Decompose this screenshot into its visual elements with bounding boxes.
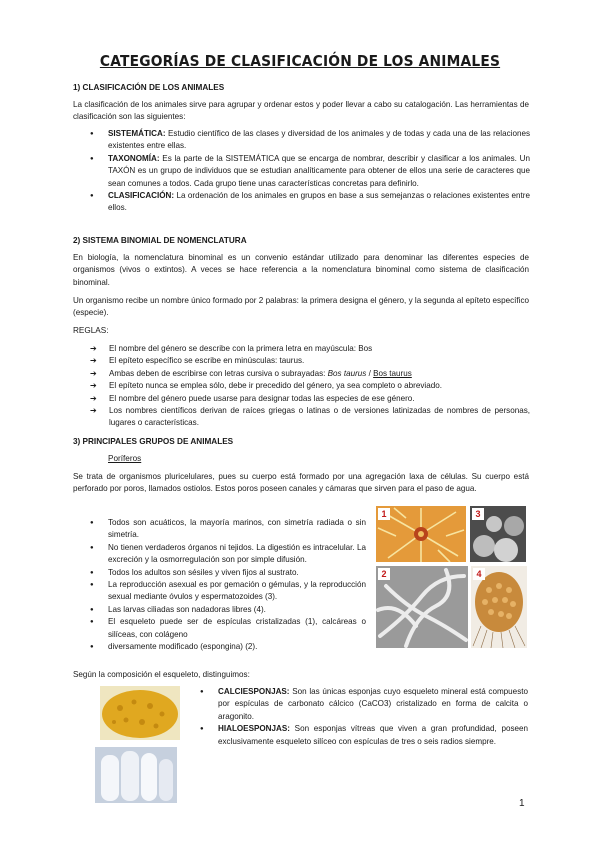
figure-label-3: 3: [472, 508, 484, 520]
section-1-heading: 1) CLASIFICACIÓN DE LOS ANIMALES: [73, 83, 225, 92]
poriferos-list: [90, 517, 366, 653]
section-2-p2: Un organismo recibe un nombre único formado por 2 palabras: la primera designa el género, y la segunda al epíteto específico (especie).: [73, 296, 529, 318]
list-item: ● CALCIESPONJAS: Son las únicas esponjas cuyo esqueleto mineral está compuesto por espículas de carbonato cálcico (CaCO3) cristalizado en forma de calcita o aragonito.: [200, 686, 528, 723]
skeleton-label: Según la composición el esqueleto, distinguimos:: [73, 670, 250, 679]
list-item: ➔ El epíteto específico se escribe en minúsculas: taurus.: [90, 355, 530, 367]
section-1-intro: La clasificación de los animales sirve para agrupar y ordenar estos y poder llevar a cabo su catalogación. Las herramientas de clasificación son las siguientes:: [73, 100, 529, 122]
section-2-p1: En biología, la nomenclatura binominal es un convenio estándar utilizado para denominar las diferentes especies de organismos (vivos o extintos). A veces se hace referencia a la nomenclatura binominal como sistema de clasificación binominal.: [73, 253, 529, 287]
page-number: 1: [519, 798, 525, 809]
calcisponge-photo: [100, 686, 180, 740]
list-item: ● CLASIFICACIÓN: La ordenación de los animales en grupos en base a sus semejanzas o relaciones existentes entre ellos.: [90, 190, 530, 215]
list-item: ➔ El nombre del género puede usarse para designar todas las especies de ese género.: [90, 393, 530, 405]
list-item: ● Las larvas ciliadas son nadadoras libres (4).: [90, 604, 366, 616]
list-item: ● diversamente modificado (espongina) (2).: [90, 641, 366, 653]
rules-list: [90, 343, 530, 430]
list-item: ➔ Los nombres científicos derivan de raíces griegas o latinas o de versiones latinizadas de nombres de personas, lugares o características.: [90, 405, 530, 430]
rules-label: REGLAS:: [73, 326, 109, 335]
list-item: ● No tienen verdaderos órganos ni tejidos. La digestión es intracelular. La excreción y la osmorregulación son por simple difusión.: [90, 542, 366, 567]
page-title: CATEGORÍAS DE CLASIFICACIÓN DE LOS ANIMALES: [99, 52, 501, 70]
list-item: ➔ Ambas deben de escribirse con letras cursiva o subrayadas: Bos taurus / Bos taurus: [90, 368, 530, 380]
calcisponge-illustration: [100, 686, 180, 740]
sponge-types-list: [200, 686, 528, 748]
figure-label-4: 4: [473, 568, 485, 580]
figure-label-1: 1: [378, 508, 390, 520]
hialosponge-illustration: [95, 747, 177, 803]
list-item: ● Todos los adultos son sésiles y viven fijos al sustrato.: [90, 567, 366, 579]
list-item: ● TAXONOMÍA: Es la parte de la SISTEMÁTICA que se encarga de nombrar, describir y clasificar a los animales. Un TAXÓN es un grupo de individuos que se estudian analíticamente para obtener de ellos una serie de caracteres que sean comunes a todos. Cada grupo tiene unas características concretas para definirlo.: [90, 153, 530, 190]
list-item: ● Todos son acuáticos, la mayoría marinos, con simetría radiada o sin simetría.: [90, 517, 366, 542]
section-2-heading: 2) SISTEMA BINOMIAL DE NOMENCLATURA: [73, 236, 247, 245]
hialosponge-photo: [95, 747, 177, 803]
larva-photo: [471, 566, 527, 648]
section-1-list: [90, 128, 530, 215]
section-3-intro: Se trata de organismos pluricelulares, pues su cuerpo está formado por una agregación laxa de células. Su cuerpo está perforado por poros, llamados ostiolos. Estos poros poseen canales y cámaras que sirven para el paso de agua.: [73, 472, 529, 494]
gemmule-photo: [470, 506, 526, 562]
section-3-heading: 3) PRINCIPALES GRUPOS DE ANIMALES: [73, 437, 234, 446]
list-item: ● El esqueleto puede ser de espículas cristalizadas (1), calcáreas o silíceas, con colágeno: [90, 616, 366, 641]
list-item: ➔ El nombre del género se describe con la primera letra en mayúscula: Bos: [90, 343, 530, 355]
spicule-photo: [376, 506, 466, 562]
list-item: ● HIALOESPONJAS: Son esponjas vítreas que viven a gran profundidad, poseen exclusivamente esqueleto silíceo con espículas de tres o seis radios siempre.: [200, 723, 528, 748]
poriferos-subheading: Poríferos: [108, 454, 142, 463]
list-item: ● La reproducción asexual es por gemación o gémulas, y la reproducción sexual mediante óvulos y espermatozoides (3).: [90, 579, 366, 604]
figure-label-2: 2: [378, 568, 390, 580]
list-item: ➔ El epíteto nunca se emplea sólo, debe ir precedido del género, ya sea completo o abreviado.: [90, 380, 530, 392]
skeleton-photo: [376, 566, 468, 648]
list-item: ● SISTEMÁTICA: Estudio científico de las clases y diversidad de los animales y de todas y cada una de las relaciones existentes entre ellas.: [90, 128, 530, 153]
